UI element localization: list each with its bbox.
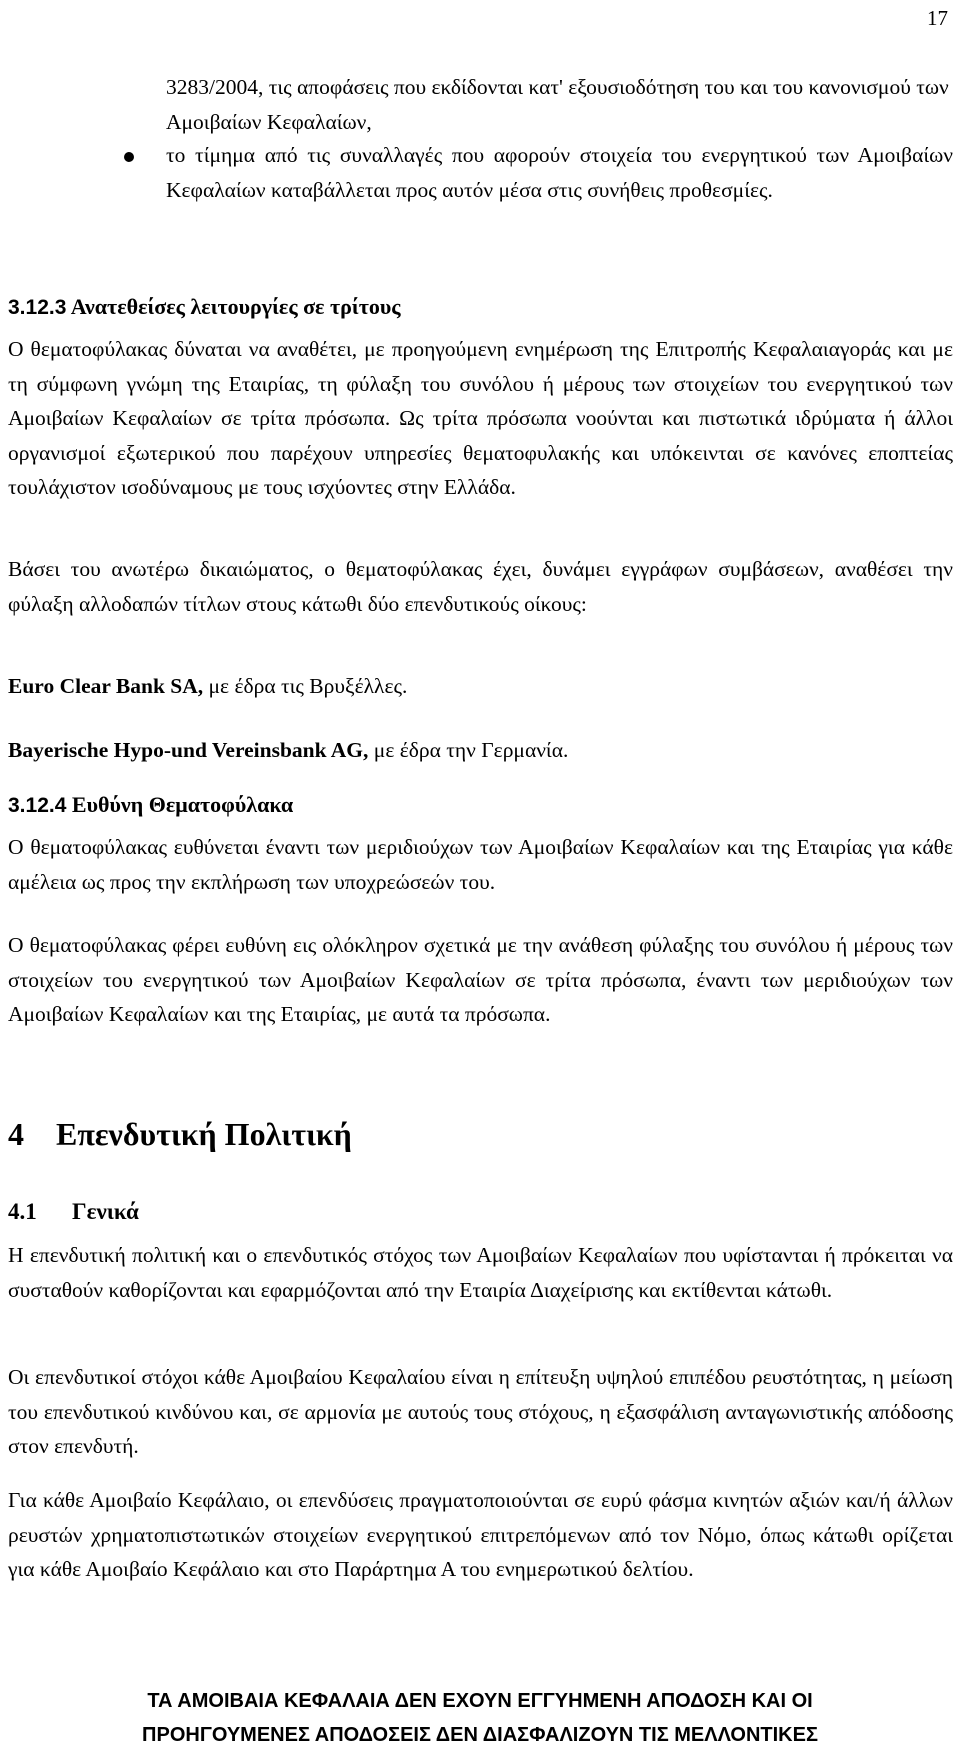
section-title: Ανατεθείσες λειτουργίες σε τρίτους xyxy=(70,294,401,319)
disclaimer-line: ΤΑ ΑΜΟΙΒΑΙΑ ΚΕΦΑΛΑΙΑ ΔΕΝ ΕΧΟΥΝ ΕΓΓΥΗΜΕΝΗ ΑΠΟΔΟΣΗ ΚΑΙ ΟΙ xyxy=(147,1690,813,1712)
section-number: 4.1 xyxy=(8,1199,37,1224)
section-heading-3-12-4 xyxy=(8,788,293,823)
section-number: 3.12.3 xyxy=(8,296,67,319)
continuation-text: 3283/2004, τις αποφάσεις που εκδίδονται κατ' εξουσιοδότηση του και του κανονισμού των Αμοιβαίων Κεφαλαίων, xyxy=(166,75,949,134)
disclaimer-line: ΠΡΟΗΓΟΥΜΕΝΕΣ ΑΠΟΔΟΣΕΙΣ ΔΕΝ ΔΙΑΣΦΑΛΙΖΟΥΝ ΤΙΣ ΜΕΛΛΟΝΤΙΚΕΣ xyxy=(142,1724,818,1746)
bank-location: με έδρα την Γερμανία. xyxy=(368,738,569,762)
bank-location: με έδρα τις Βρυξέλλες. xyxy=(203,674,408,698)
chapter-title: Επενδυτική Πολιτική xyxy=(56,1116,352,1152)
disclaimer-footer xyxy=(0,1684,960,1752)
paragraph: Βάσει του ανωτέρω δικαιώματος, ο θεματοφύλακας έχει, δυνάμει εγγράφων συμβάσεων, αναθέσει την φύλαξη αλλοδαπών τίτλων στους κάτωθι δύο επενδυτικούς οίκους: xyxy=(8,557,953,616)
custodian-bank-item xyxy=(8,733,568,767)
bullet-item: το τίμημα από τις συναλλαγές που αφορούν στοιχεία του ενεργητικού των Αμοιβαίων Κεφαλαίων καταβάλλεται προς αυτόν μέσα στις συνήθεις προθεσμίες. xyxy=(166,143,953,202)
paragraph: Οι επενδυτικοί στόχοι κάθε Αμοιβαίου Κεφαλαίου είναι η επίτευξη υψηλού επιπέδου ρευστότητας, η μείωση του επενδυτικού κινδύνου και, σε αρμονία με αυτούς τους στόχους, η εξασφάλιση ανταγωνιστικής απόδοσης στον επενδυτή. xyxy=(8,1365,953,1458)
section-title: Γενικά xyxy=(72,1199,139,1224)
bullet-icon xyxy=(124,152,134,162)
chapter-number: 4 xyxy=(8,1116,24,1152)
paragraph: Η επενδυτική πολιτική και ο επενδυτικός στόχος των Αμοιβαίων Κεφαλαίων που υφίστανται ή πρόκειται να συσταθούν καθορίζονται και εφαρμόζονται από την Εταιρία Διαχείρισης και εκτίθενται κάτωθι. xyxy=(8,1243,953,1302)
paragraph: Ο θεματοφύλακας δύναται να αναθέτει, με προηγούμενη ενημέρωση της Επιτροπής Κεφαλαιαγοράς και με τη σύμφωνη γνώμη της Εταιρίας, τη φύλαξη του συνόλου ή μέρους των στοιχείων του ενεργητικού των Αμοιβαίων Κεφαλαίων σε τρίτα πρόσωπα. Ως τρίτα πρόσωπα νοούνται και πιστωτικά ιδρύματα ή άλλοι οργανισμοί εξωτερικού που παρέχουν υπηρεσίες θεματοφυλακής και υπόκεινται σε κανόνες εποπτείας τουλάχιστον ισοδύναμους με τους ισχύοντες στην Ελλάδα. xyxy=(8,337,953,499)
paragraph: Για κάθε Αμοιβαίο Κεφάλαιο, οι επενδύσεις πραγματοποιούνται σε ευρύ φάσμα κινητών αξιών και/ή άλλων ρευστών χρηματοπιστωτικών στοιχείων ενεργητικού επιτρεπόμενων από τον Νόμο, όπως κάτωθι ορίζεται για κάθε Αμοιβαίο Κεφάλαιο και στο Παράρτημα Α του ενημερωτικού δελτίου. xyxy=(8,1488,953,1581)
section-heading-3-12-3 xyxy=(8,290,401,325)
bank-name: Bayerische Hypo-und Vereinsbank AG, xyxy=(8,738,369,762)
custodian-bank-item xyxy=(8,669,407,703)
chapter-heading xyxy=(8,1114,352,1154)
bank-name: Euro Clear Bank SA, xyxy=(8,674,204,698)
paragraph: Ο θεματοφύλακας φέρει ευθύνη εις ολόκληρον σχετικά με την ανάθεση φύλαξης του συνόλου ή μέρους των στοιχείων του ενεργητικού των Αμοιβαίων Κεφαλαίων σε τρίτα πρόσωπα, έναντι των μεριδιούχων των Αμοιβαίων Κεφαλαίων και της Εταιρίας, με αυτά τα πρόσωπα. xyxy=(8,933,953,1026)
page-number: 17 xyxy=(927,6,948,30)
paragraph: Ο θεματοφύλακας ευθύνεται έναντι των μεριδιούχων των Αμοιβαίων Κεφαλαίων και της Εταιρίας για κάθε αμέλεια ως προς την εκπλήρωση των υποχρεώσεών του. xyxy=(8,835,953,894)
section-title: Ευθύνη Θεματοφύλακα xyxy=(71,792,294,817)
section-heading-4-1 xyxy=(8,1195,139,1229)
section-number: 3.12.4 xyxy=(8,794,67,817)
